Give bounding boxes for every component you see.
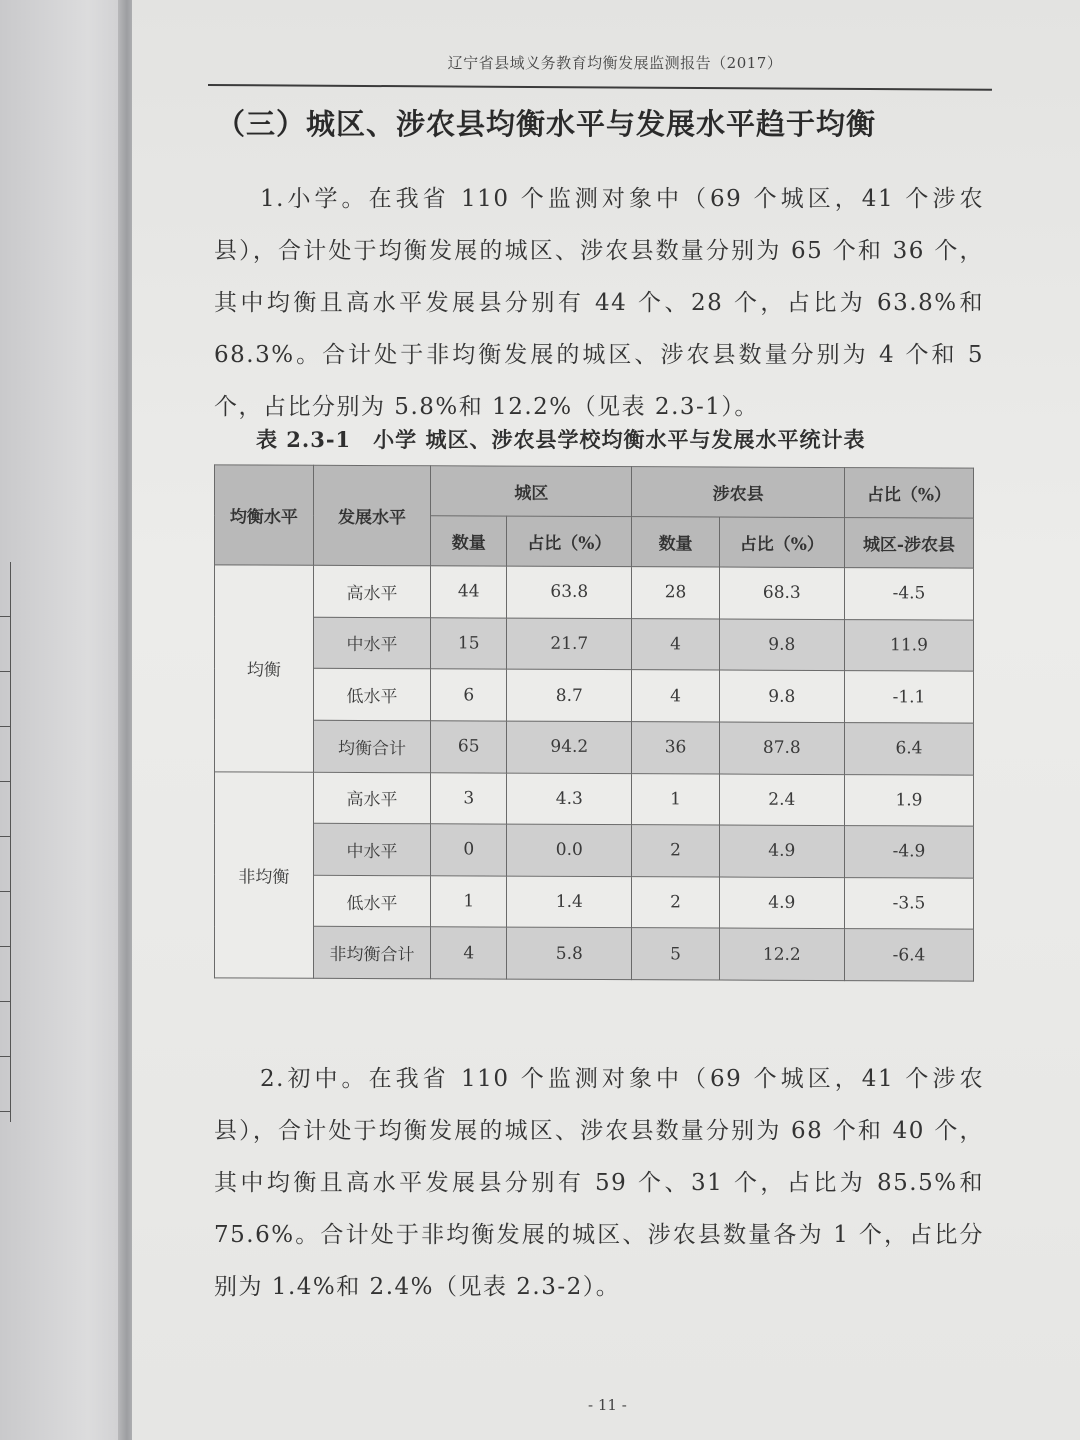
cell-level: 非均衡合计 — [313, 927, 431, 979]
cell-rural-pct: 12.2 — [719, 928, 844, 980]
cell-urban-count: 15 — [431, 617, 507, 669]
cell-rural-pct: 68.3 — [719, 567, 844, 619]
cell-urban-count: 0 — [431, 824, 507, 876]
header-urban-percent: 占比（%） — [507, 516, 632, 567]
table-row — [215, 875, 974, 930]
stats-table — [214, 464, 974, 981]
cell-level: 低水平 — [313, 875, 431, 927]
cell-level: 均衡合计 — [313, 720, 431, 772]
paragraph-primary-school: 1.小学。在我省 110 个监测对象中（69 个城区，41 个涉农县），合计处于均衡发展的城区、涉农县数量分别为 65 个和 36 个，其中均衡且高水平发展县分别有 44 个、28 个，占比为 63.8%和 68.3%。合计处于非均衡发展的城区、涉农县数量分别为 4 个和 5 个，占比分别为 5.8%和 12.2%（见表 2.3-1）。 — [214, 186, 984, 420]
cell-diff: 11.9 — [844, 619, 973, 671]
adjacent-page — [0, 0, 126, 1440]
cell-rural-count: 1 — [632, 773, 719, 825]
cell-rural-count: 36 — [632, 722, 719, 774]
cell-urban-count: 1 — [431, 876, 507, 928]
table-row — [215, 616, 974, 671]
cell-rural-count: 28 — [632, 567, 719, 619]
group-label-unbalanced: 非均衡 — [215, 771, 314, 978]
header-rural-percent: 占比（%） — [719, 517, 844, 568]
stats-table-wrapper — [214, 464, 974, 981]
cell-diff: 1.9 — [844, 774, 973, 826]
cell-diff: -1.1 — [844, 671, 973, 723]
cell-level: 高水平 — [313, 772, 431, 824]
header-urban-count: 数量 — [431, 516, 507, 566]
cell-urban-pct: 5.8 — [507, 927, 632, 979]
cell-rural-pct: 9.8 — [719, 670, 844, 722]
table-row — [215, 771, 974, 826]
table-row — [215, 823, 974, 878]
header-urban: 城区 — [431, 466, 632, 517]
cell-urban-pct: 8.7 — [507, 669, 632, 721]
header-diff: 城区-涉农县 — [844, 518, 973, 569]
header-balance-level: 均衡水平 — [215, 465, 314, 565]
cell-urban-count: 44 — [431, 566, 507, 618]
cell-diff: 6.4 — [844, 722, 973, 774]
cell-diff: -6.4 — [844, 929, 973, 981]
cell-rural-pct: 9.8 — [719, 619, 844, 671]
paragraph-junior-school: 2.初中。在我省 110 个监测对象中（69 个城区，41 个涉农县），合计处于均衡发展的城区、涉农县数量分别为 68 个和 40 个，其中均衡且高水平发展县分别有 59 个、31 个，占比为 85.5%和 75.6%。合计处于非均衡发展的城区、涉农县数量各为 1 个，占比分别为 1.4%和 2.4%（见表 2.3-2）。 — [214, 1066, 984, 1300]
header-rural: 涉农县 — [632, 467, 845, 518]
cell-level: 中水平 — [313, 823, 431, 875]
cell-urban-pct: 21.7 — [507, 618, 632, 670]
cell-urban-pct: 0.0 — [507, 824, 632, 876]
adjacent-page-table-edge — [0, 562, 11, 1122]
section-title: （三）城区、涉农县均衡水平与发展水平趋于均衡 — [216, 107, 877, 141]
cell-rural-pct: 4.9 — [719, 877, 844, 929]
cell-level: 高水平 — [313, 565, 431, 617]
cell-urban-pct: 94.2 — [507, 721, 632, 773]
cell-rural-count: 5 — [632, 928, 719, 980]
running-header: 辽宁省县域义务教育均衡发展监测报告（2017） — [447, 54, 783, 72]
cell-diff: -3.5 — [844, 877, 973, 929]
table-row — [215, 926, 974, 981]
cell-rural-count: 2 — [632, 825, 719, 877]
group-label-balanced: 均衡 — [215, 565, 314, 772]
cell-diff: -4.9 — [844, 826, 973, 878]
cell-rural-count: 2 — [632, 876, 719, 928]
cell-level: 中水平 — [313, 617, 431, 669]
header-rural-count: 数量 — [632, 517, 719, 567]
cell-urban-count: 6 — [431, 669, 507, 721]
cell-urban-pct: 63.8 — [507, 566, 632, 618]
cell-level: 低水平 — [313, 669, 431, 721]
table-row — [215, 668, 974, 723]
cell-diff: -4.5 — [844, 568, 973, 620]
cell-rural-count: 4 — [632, 670, 719, 722]
cell-rural-pct: 2.4 — [719, 774, 844, 826]
cell-rural-pct: 87.8 — [719, 722, 844, 774]
table-row — [215, 565, 974, 620]
header-development-level: 发展水平 — [313, 465, 431, 566]
cell-rural-count: 4 — [632, 618, 719, 670]
header-ratio: 占比（%） — [844, 468, 973, 519]
cell-urban-pct: 4.3 — [507, 773, 632, 825]
page-number: - 11 - — [588, 1396, 627, 1414]
cell-rural-pct: 4.9 — [719, 825, 844, 877]
cell-urban-pct: 1.4 — [507, 876, 632, 928]
cell-urban-count: 65 — [431, 721, 507, 773]
cell-urban-count: 3 — [431, 772, 507, 824]
cell-urban-count: 4 — [431, 927, 507, 979]
table-row — [215, 720, 974, 775]
table-caption: 表 2.3-1 小学 城区、涉农县学校均衡水平与发展水平统计表 — [256, 427, 866, 452]
